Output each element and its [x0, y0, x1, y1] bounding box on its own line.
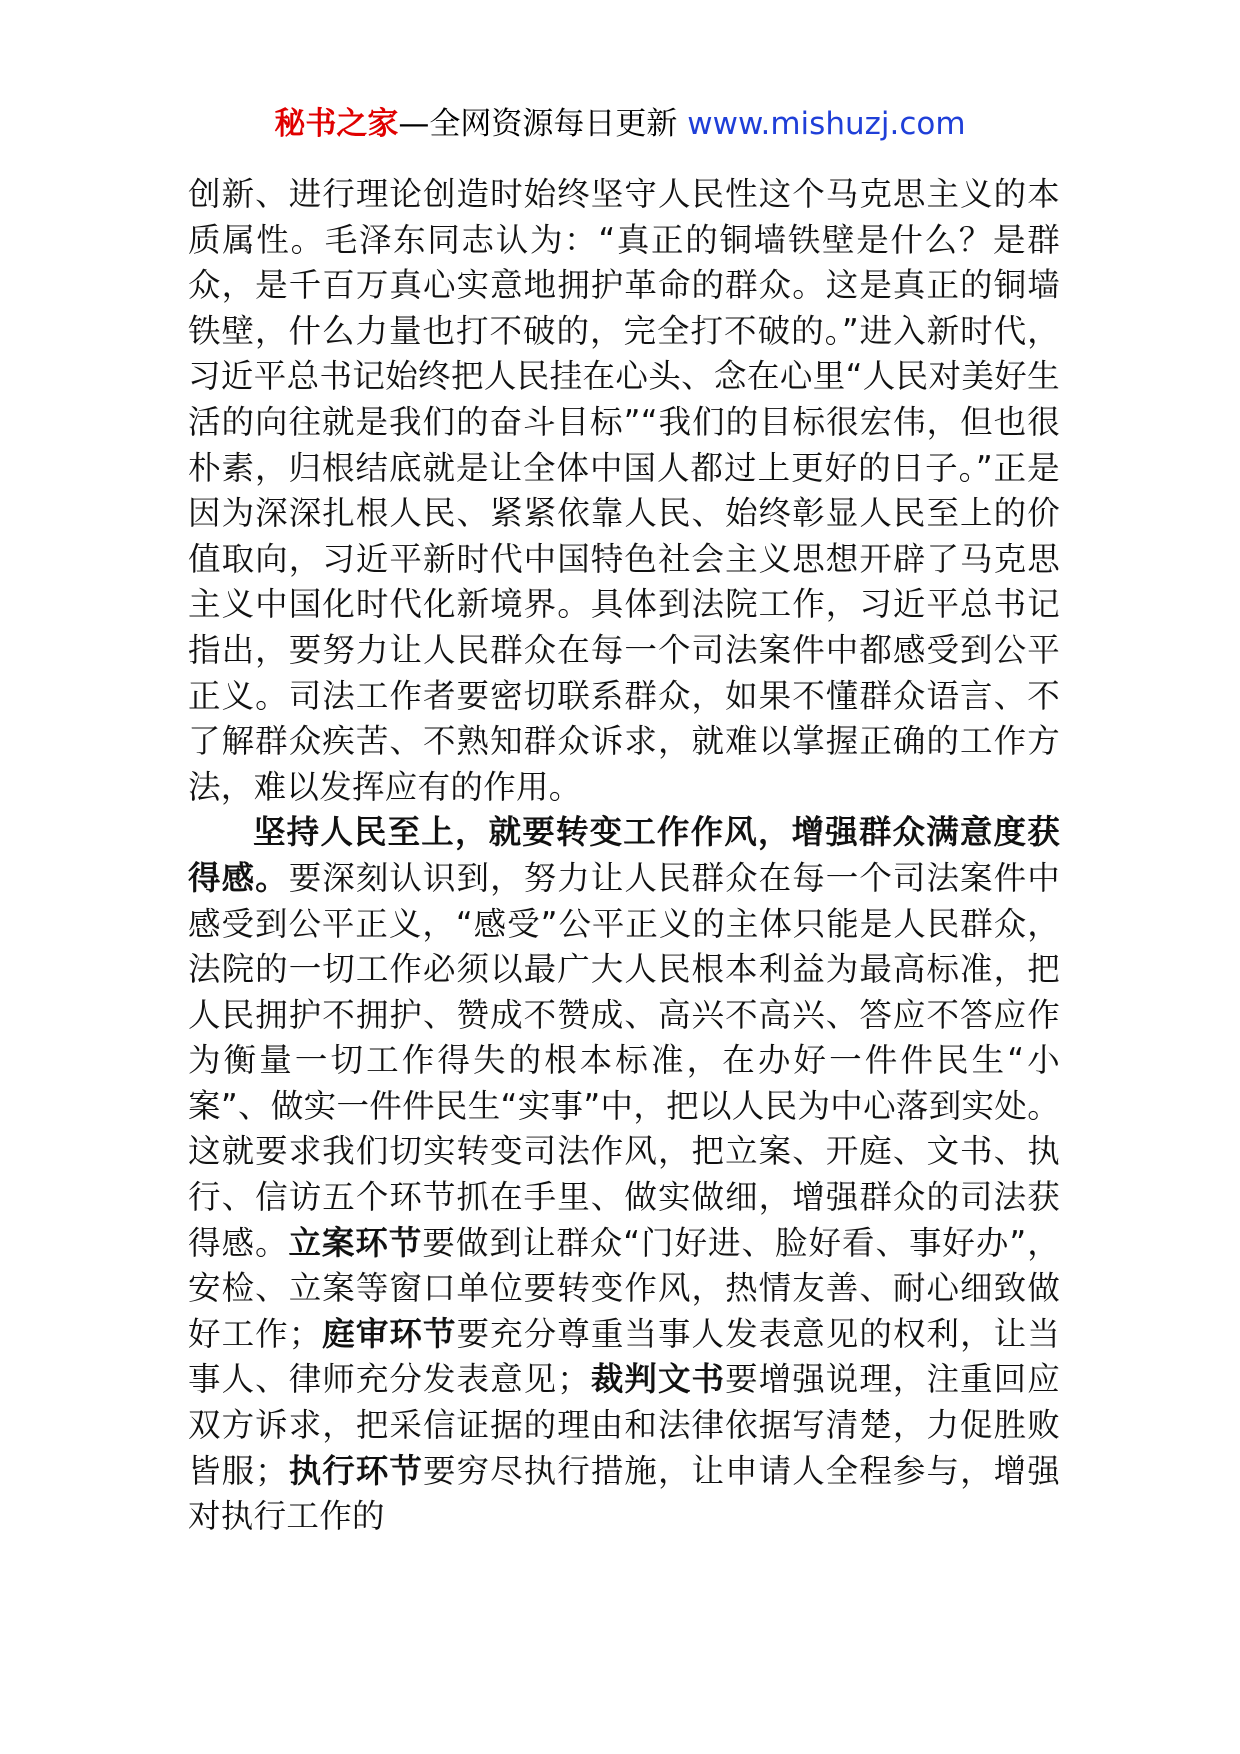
paragraph-2-text-1: 要深刻认识到，努力让人民群众在每一个司法案件中感受到公平正义，“感受”公平正义的主体只能是人民群众，法院的一切工作必须以最广大人民根本利益为最高标准，把人民拥护不拥护、赞成不赞成、高兴不高兴、答应不答应作为衡量一切工作得失的根本标准，在办好一件件民生“小案”、做实一件件民生“实事”中，把以人民为中心落到实处。这就要求我们切实转变司法作风，把立案、开庭、文书、执行、信访五个环节抓在手里、做实做细，增强群众的司法获得感。	[188, 858, 1060, 1262]
paragraph-2-text-2: 要做到让群众“门好进、脸好看、事好办”，安检、立案等窗口单位要转变作风，热情友善、耐心细致做好工作；	[188, 1223, 1061, 1353]
document-body	[188, 172, 1060, 1540]
paragraph-2-text-4: 要增强说理，注重回应双方诉求，把采信证据的理由和法律依据写清楚，力促胜败皆服；	[188, 1360, 1060, 1490]
header-url-link[interactable]: www.mishuzj.com	[687, 106, 966, 142]
judgment-document-label: 裁判文书	[590, 1360, 726, 1399]
paragraph-2-text-5: 要穷尽执行措施，让申请人全程参与，增强对执行工作的	[188, 1451, 1060, 1536]
page-header	[0, 104, 1240, 144]
paragraph-2-lead: 坚持人民至上，就要转变工作作风，增强群众满意度获得感。	[188, 813, 1060, 897]
paragraph-2	[188, 810, 1060, 1540]
header-tagline: —全网资源每日更新	[398, 106, 678, 142]
paragraph-1: 创新、进行理论创造时始终坚守人民性这个马克思主义的本质属性。毛泽东同志认为：“真正的铜墙铁壁是什么？是群众，是千百万真心实意地拥护革命的群众。这是真正的铜墙铁壁，什么力量也打不破的，完全打不破的。”进入新时代，习近平总书记始终把人民挂在心头、念在心里“人民对美好生活的向往就是我们的奋斗目标”“我们的目标很宏伟，但也很朴素，归根结底就是让全体中国人都过上更好的日子。”正是因为深深扎根人民、紧紧依靠人民、始终彰显人民至上的价值取向，习近平新时代中国特色社会主义思想开辟了马克思主义中国化时代化新境界。具体到法院工作，习近平总书记指出，要努力让人民群众在每一个司法案件中都感受到公平正义。司法工作者要密切联系群众，如果不懂群众语言、不了解群众疾苦、不熟知群众诉求，就难以掌握正确的工作方法，难以发挥应有的作用。	[188, 175, 1060, 806]
paragraph-2-text-3: 要充分尊重当事人发表意见的权利，让当事人、律师充分发表意见；	[188, 1314, 1061, 1399]
filing-stage-label: 立案环节	[288, 1223, 423, 1262]
trial-stage-label: 庭审环节	[321, 1314, 457, 1353]
execution-stage-label: 执行环节	[287, 1451, 423, 1490]
header-brand: 秘书之家	[274, 106, 399, 142]
